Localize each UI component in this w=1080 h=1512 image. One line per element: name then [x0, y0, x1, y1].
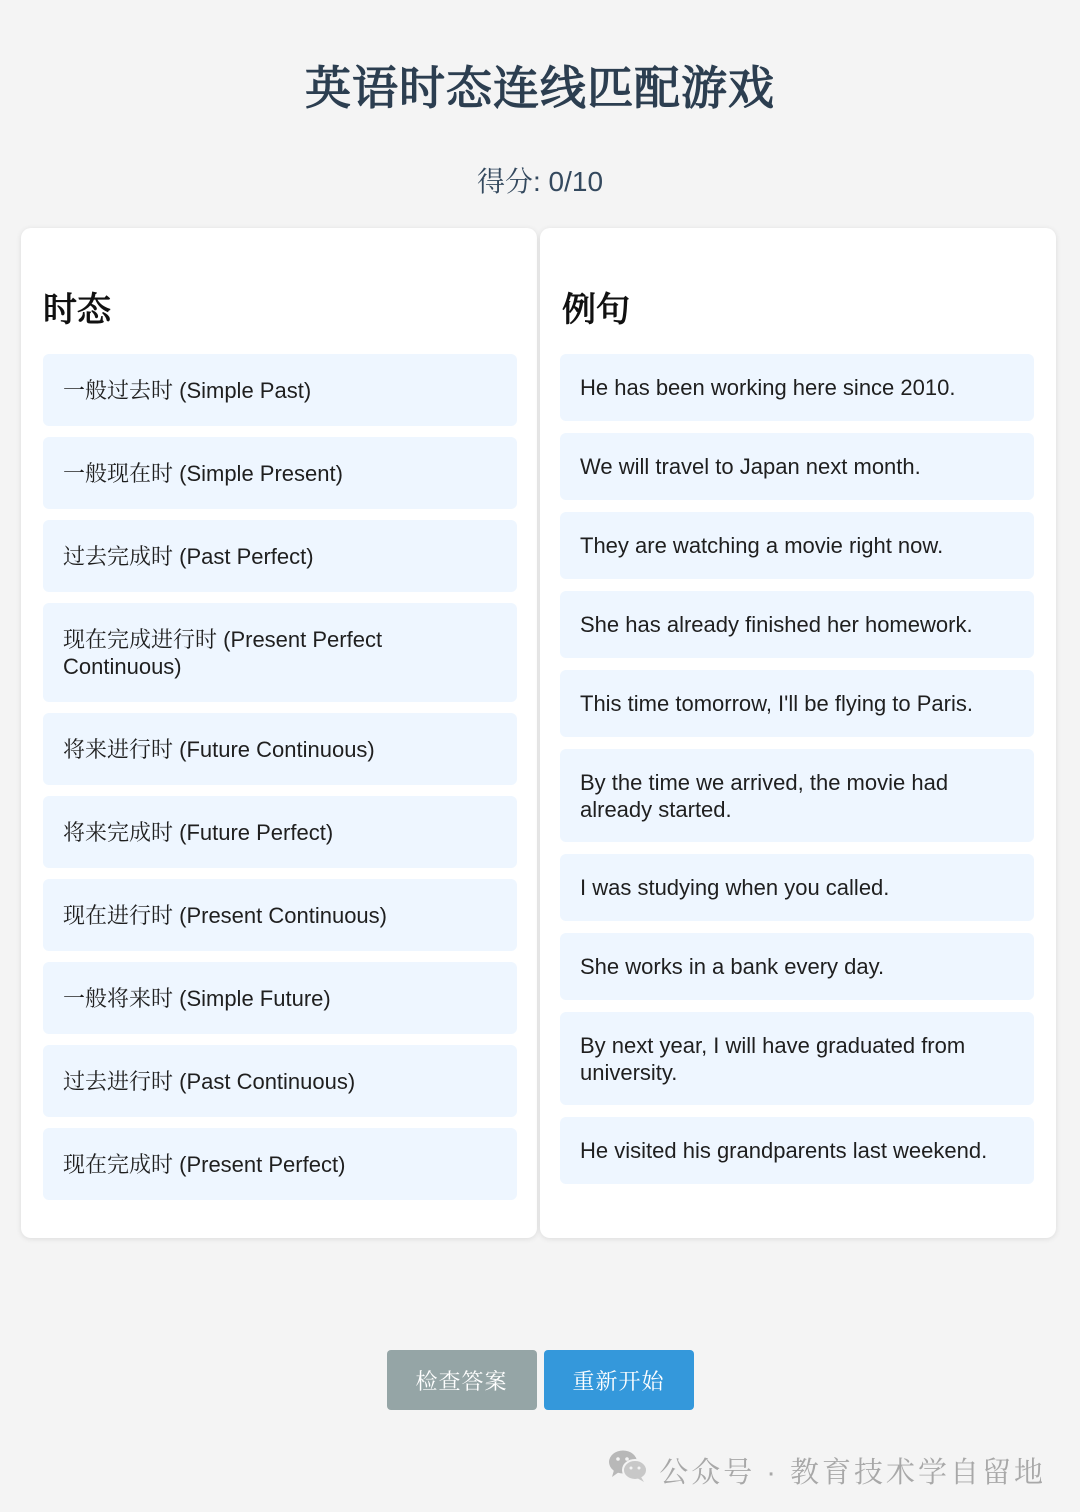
tenses-panel [21, 228, 537, 1238]
page-title: 英语时态连线匹配游戏 [305, 62, 775, 114]
sentences-list [560, 354, 1034, 1196]
footer-text: 公众号 · 教育技术学自留地 [659, 1456, 1046, 1489]
tense-item[interactable]: 将来进行时 (Future Continuous) [43, 713, 517, 785]
tense-item[interactable]: 一般过去时 (Simple Past) [43, 354, 517, 426]
restart-button[interactable]: 重新开始 [544, 1350, 694, 1410]
sentence-item[interactable]: This time tomorrow, I'll be flying to Paris. [560, 670, 1034, 737]
tense-item[interactable]: 现在完成时 (Present Perfect) [43, 1128, 517, 1200]
tense-item[interactable]: 将来完成时 (Future Perfect) [43, 796, 517, 868]
score-display: 得分: 0/10 [476, 166, 604, 197]
tense-item[interactable]: 一般现在时 (Simple Present) [43, 437, 517, 509]
footer-watermark [607, 1448, 1046, 1492]
action-buttons [0, 1350, 1080, 1410]
sentence-item[interactable]: He has been working here since 2010. [560, 354, 1034, 421]
sentence-item[interactable]: They are watching a movie right now. [560, 512, 1034, 579]
sentence-item[interactable]: He visited his grandparents last weekend. [560, 1117, 1034, 1184]
sentence-item[interactable]: I was studying when you called. [560, 854, 1034, 921]
tense-item[interactable]: 过去进行时 (Past Continuous) [43, 1045, 517, 1117]
sentence-item[interactable]: We will travel to Japan next month. [560, 433, 1034, 500]
sentences-panel [540, 228, 1056, 1238]
sentence-item[interactable]: By the time we arrived, the movie had already started. [560, 749, 1034, 842]
tense-item[interactable]: 现在完成进行时 (Present Perfect Continuous) [43, 603, 517, 702]
sentence-item[interactable]: She has already finished her homework. [560, 591, 1034, 658]
tense-item[interactable]: 过去完成时 (Past Perfect) [43, 520, 517, 592]
tense-item[interactable]: 现在进行时 (Present Continuous) [43, 879, 517, 951]
sentence-item[interactable]: She works in a bank every day. [560, 933, 1034, 1000]
sentences-heading: 例句 [562, 291, 630, 329]
tenses-list [43, 354, 517, 1211]
tense-item[interactable]: 一般将来时 (Simple Future) [43, 962, 517, 1034]
check-answers-button[interactable]: 检查答案 [387, 1350, 537, 1410]
sentence-item[interactable]: By next year, I will have graduated from university. [560, 1012, 1034, 1105]
tenses-heading: 时态 [43, 291, 111, 329]
wechat-icon [607, 1448, 649, 1492]
